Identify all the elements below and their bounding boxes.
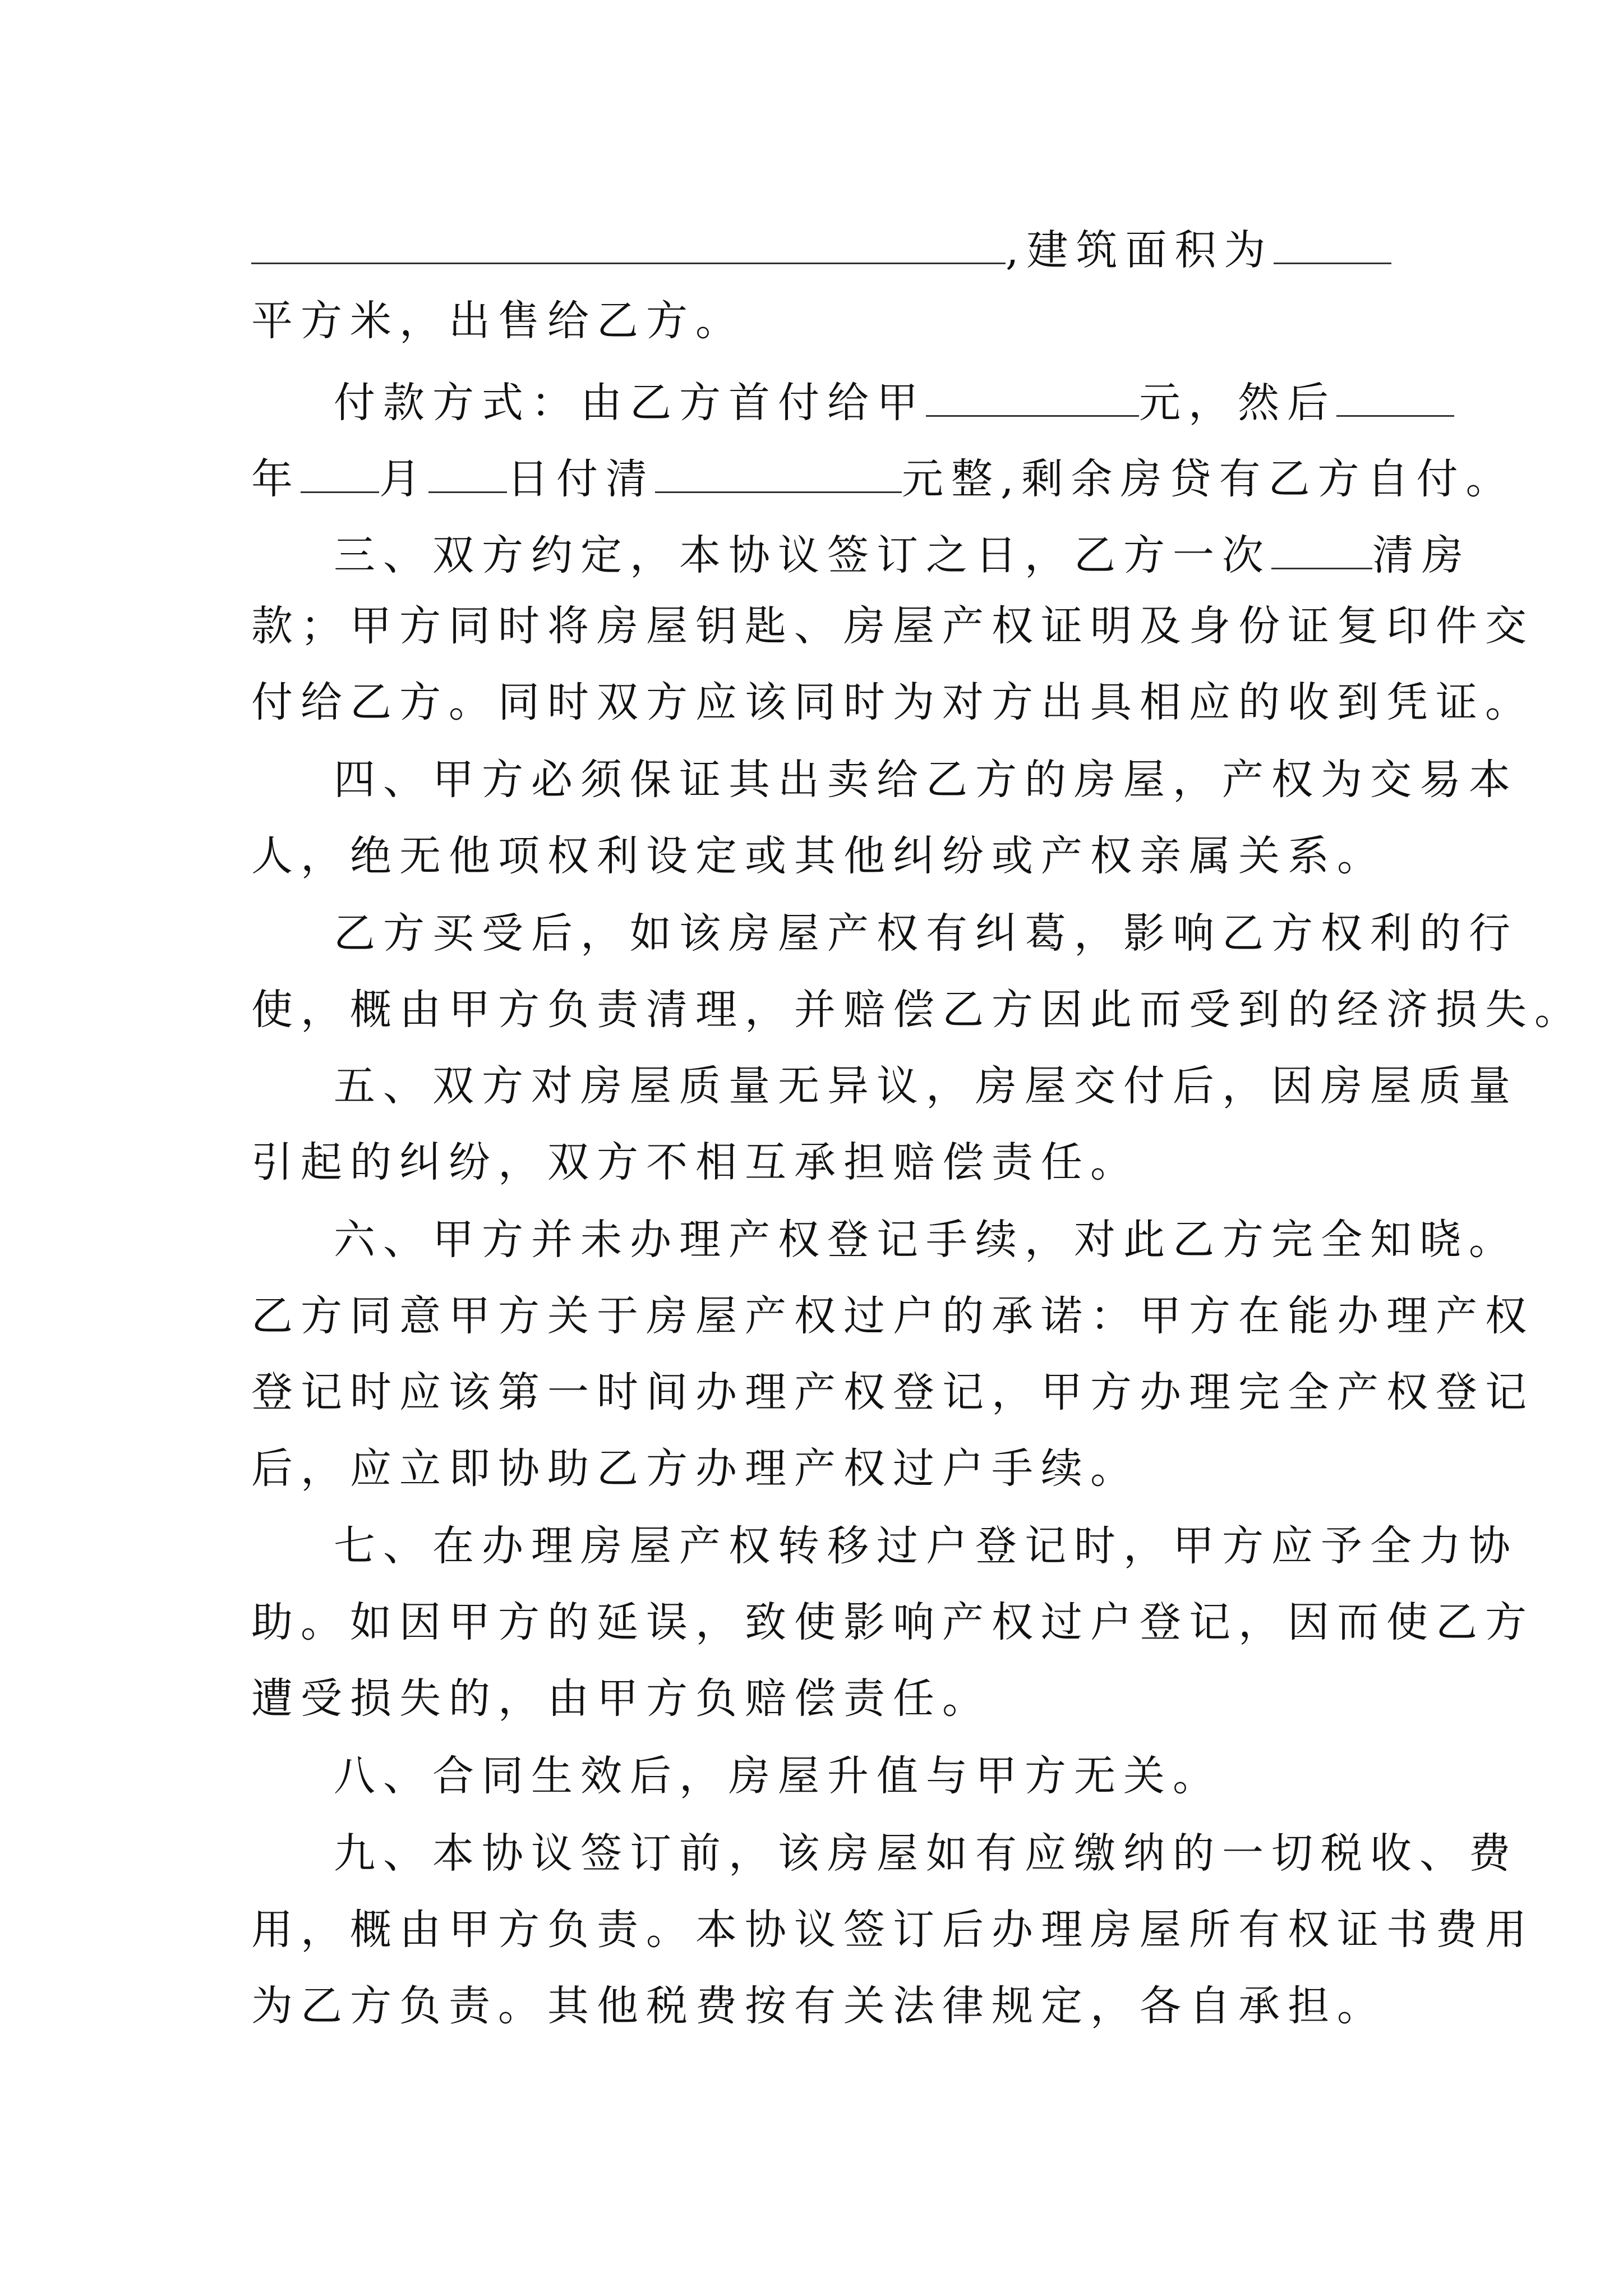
day-label: 日付清 (507, 455, 655, 503)
month-label: 月 (379, 455, 428, 503)
buyer-clause-line-1: 乙方买受后，如该房屋产权有纠葛，影响乙方权利的行 (334, 909, 1518, 958)
clause-5-line-1: 五、双方对房屋质量无异议，房屋交付后，因房屋质量 (334, 1062, 1518, 1110)
clause-3-line-3: 付给乙方。同时双方应该同时为对方出具相应的收到凭证。 (251, 678, 1534, 726)
year-label: 年 (251, 455, 301, 503)
clause-3-text: 三、双方约定，本协议签订之日，乙方一次 (334, 531, 1271, 579)
amount-label: 元整,剩余房贷有乙方自付。 (902, 455, 1515, 503)
blank-address (251, 206, 1006, 264)
clause-7-line-3: 遭受损失的，由甲方负赔偿责任。 (251, 1674, 992, 1723)
blank-down-payment (926, 359, 1139, 417)
line-area (251, 206, 1390, 283)
clause-8-line-1: 八、合同生效后，房屋升值与甲方无关。 (334, 1752, 1222, 1800)
clause-7-line-1: 七、在办理房屋产权转移过户登记时，甲方应予全力协 (334, 1522, 1518, 1570)
clause-4-line-2: 人，绝无他项权利设定或其他纠纷或产权亲属关系。 (251, 832, 1386, 880)
clause-3-line-2: 款；甲方同时将房屋钥匙、房屋产权证明及身份证复印件交 (251, 602, 1534, 650)
line-payment (334, 359, 1390, 435)
clause-9-line-1: 九、本协议签订前，该房屋如有应缴纳的一切税收、费 (334, 1829, 1518, 1878)
clause-5-line-2: 引起的纠纷，双方不相互承担赔偿责任。 (251, 1138, 1140, 1186)
payment-label: 付款方式：由乙方首付给甲 (334, 379, 926, 427)
clause-6-line-3: 登记时应该第一时间办理产权登记，甲方办理完全产权登记 (251, 1368, 1534, 1416)
blank-area (1274, 206, 1391, 264)
buyer-clause-line-2: 使，概由甲方负责清理，并赔偿乙方因此而受到的经济损失。 (251, 986, 1584, 1034)
blank-year (1336, 359, 1454, 417)
clause-9-line-2: 用，概由甲方负责。本协议签订后办理房屋所有权证书费用 (251, 1906, 1534, 1954)
blank-day (428, 435, 507, 493)
clause-6-line-4: 后，应立即协助乙方办理产权过户手续。 (251, 1444, 1140, 1493)
payment-then: 元，然后 (1139, 379, 1336, 427)
clause-7-line-2: 助。如因甲方的延误，致使影响产权过户登记，因而使乙方 (251, 1598, 1534, 1646)
clause-4-line-1: 四、甲方必须保证其出卖给乙方的房屋，产权为交易本 (334, 756, 1518, 804)
clause-9-line-3: 为乙方负责。其他税费按有关法律规定，各自承担。 (251, 1982, 1386, 2030)
line-payment-date (251, 435, 1515, 512)
clause-6-line-2: 乙方同意甲方关于房屋产权过户的承诺：甲方在能办理产权 (251, 1292, 1534, 1340)
area-label: ,建筑面积为 (1006, 226, 1274, 274)
blank-payment-method (1271, 512, 1372, 569)
clause-3-line-1 (334, 512, 1471, 588)
blank-month (301, 435, 379, 493)
clause-3-end: 清房 (1372, 531, 1471, 579)
blank-amount (655, 435, 902, 493)
clause-6-line-1: 六、甲方并未办理产权登记手续，对此乙方完全知晓。 (334, 1216, 1518, 1264)
line-sale: 平方米，出售给乙方。 (251, 297, 745, 345)
